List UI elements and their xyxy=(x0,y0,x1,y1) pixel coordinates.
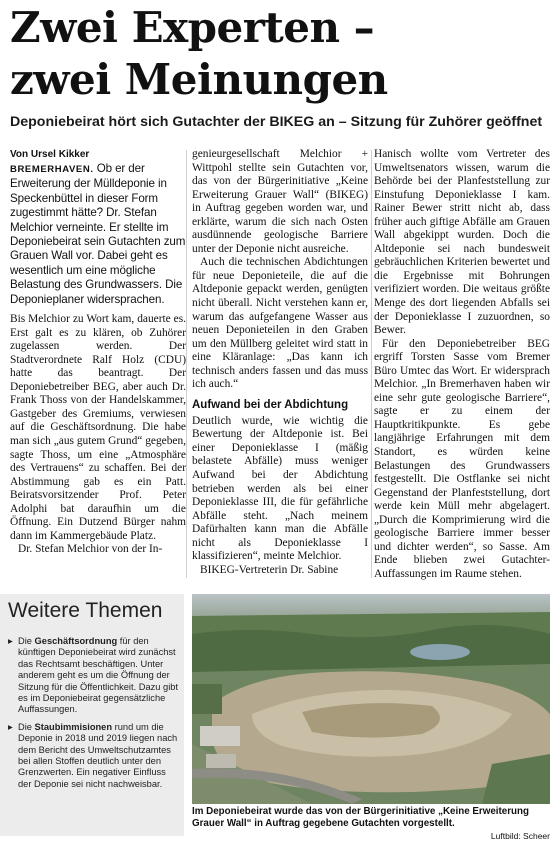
list-item-intro: Die xyxy=(18,636,35,646)
list-item-keyword: Geschäftsordnung xyxy=(34,636,118,646)
article-column-3 xyxy=(374,148,550,582)
list-item xyxy=(8,636,180,716)
bullet-icon: ▸ xyxy=(8,721,13,732)
lead-text: Ob er der Erweiterung der Mülldeponie in Speckenbüttel in dieser Form zugestimmt hätte? Dr. Stefan Melchior verneinte. Er stellte im Deponiebeirat sein Gutachten zum Grauen Wall vor. Dabei geht es wesentlich um eine mögliche Belastung des Grundwassers. Die Deponieplaner widersprachen. xyxy=(10,162,186,306)
list-item-text: rund um die Deponie in 2018 und 2019 liegen nach dem Bericht des Umweltschutzamtes bei allen Stoffen deutlich unter den Grenzwerten. Ein negativer Einfluss der Deponie sei nicht nachweisbar. xyxy=(18,721,178,789)
article-column-1 xyxy=(10,148,186,557)
body-paragraph: Deutlich wurde, wie wichtig die Bewertung der Altdeponie ist. Bei einer Deponieklasse I (mäßig belastete Abfälle) muss weniger Aufwand bei der Abdichtung betrieben werden als bei einer Deponieklasse III, die für gefährliche Abfälle steht. „Nach meinem Dafürhalten kann man die Abfälle nicht als Deponieklasse I klassifizieren“, meinte Melchior. xyxy=(192,414,368,563)
landfill-aerial-photo-illustration xyxy=(192,594,550,804)
column-divider xyxy=(186,150,187,578)
subheadline: Deponiebeirat hört sich Gutachter der BIKEG an – Sitzung für Zuhörer geöffnet xyxy=(10,114,543,130)
section-subheading: Aufwand bei der Abdichtung xyxy=(192,398,349,411)
lead-paragraph xyxy=(10,162,186,307)
body-paragraph: Dr. Stefan Melchior von der In- xyxy=(18,543,163,556)
photo-credit: Luftbild: Scheer xyxy=(490,831,550,842)
column-divider xyxy=(371,150,372,578)
headline-line-2: zwei Meinungen xyxy=(10,55,388,104)
author-byline: Von Ursel Kikker xyxy=(10,149,90,160)
headline-line-1: Zwei Experten – xyxy=(10,3,375,52)
headline xyxy=(10,2,550,106)
photo-caption xyxy=(192,806,550,842)
list-item-text: für den künftigen Deponiebeirat wird zunächst das Rechtsamt beschäftigen. Unter anderem geht es um die Öffnung der Sitzung für die Öffentlichkeit. Dazu gibt es im Deponiebeirat gegensätzliche Auffassungen. xyxy=(18,636,179,715)
body-paragraph: genieurgesellschaft Melchior + Wittpohl stellte sein Gutachten vor, das von der Bürgerinitiative „Keine Erweiterung Grauer Wall“ (BIKEG) in Auftrag gegeben worden war, und erklärte, warum die sich nach Osten ausdünnende geologische Barriere unter der Deponie nicht ausreiche. xyxy=(192,148,368,255)
list-item-keyword: Staubimmisionen xyxy=(34,721,113,732)
further-topics-title: Weitere Themen xyxy=(8,599,163,622)
article-column-2 xyxy=(192,148,368,577)
aerial-photo xyxy=(192,594,550,804)
body-paragraph: BIKEG-Vertreterin Dr. Sabine xyxy=(200,563,339,576)
bullet-icon: ▸ xyxy=(8,636,13,646)
caption-text: Im Deponiebeirat wurde das von der Bürgerinitiative „Keine Erweiterung Grauer Wall“ in Auftrag gegebene Gutachten vorgestellt. xyxy=(192,806,529,830)
further-topics-list xyxy=(8,636,180,796)
list-item xyxy=(8,722,180,790)
dateline: BREMERHAVEN. xyxy=(10,164,94,175)
body-paragraph: Auch die technischen Abdichtungen für neue Deponieteile, die auf die Altdeponie gepackt werden, genügten nicht überall. Nicht verstehen kann er, warum das aufgefangene Wasser aus neuen Deponieteilen in den Graben um den Müllberg geleitet wird statt in eine Kläranlage: „Das kann ich technisch anders fassen und das muss ich auch.“ xyxy=(192,256,368,391)
body-paragraph: Hanisch wollte vom Vertreter des Umweltsenators wissen, warum die Behörde bei der Planfeststellung zur Einstufung Deponieklasse I kam. Rainer Bewer stritt nicht ab, dass früher auch giftige Abfälle am Grauen Wall abgekippt wurden. Doch die Altdeponie sei nach bundesweit gebräuchlichen Kriterien bewertet und die Ergebnisse mit Bohrungen verifiziert worden. Die weitaus größte Menge des dort liegenden Abfalls sei der Deponieklasse I zuzuordnen, so Bewer. xyxy=(374,148,550,337)
further-topics-box xyxy=(0,594,184,836)
list-item-intro: Die xyxy=(18,721,35,732)
body-paragraph: Bis Melchior zu Wort kam, dauerte es. Erst galt es zu klären, ob Zuhörer zugelassen werden. Der Stadtverordnete Ralf Holz (CDU) hatte das beantragt. Der Deponiebetreiber BEG, aber auch Dr. Frank Thoss von der Handelskammer, Gastgeber des Gremiums, verwiesen auf die Geschäftsordnung. Die habe man sich „aus gutem Grund“ gegeben, sagte Thoss, um eine „Atmosphäre des Vertrauens“ zu schaffen. Bei der Abstimmung gab es ein Patt. Beiratsvorsitzender Prof. Peter Adolphi bat daraufhin um die Öffnung. Ein Dutzend Bürger nahm dann im Kammergebäude Platz. xyxy=(10,313,186,542)
body-paragraph: Für den Deponiebetreiber BEG ergriff Torsten Sasse vom Bremer Büro Umtec das Wort. Er widersprach Melchior. „In Bremerhaven haben wir eine sehr gute geologische Barriere“, sagte er zu einem der Hauptkritikpunkte. Es gebe langjährige Erfahrungen mit dem Standort, es würden keine Belastungen des Grundwassers festgestellt. Die Ostflanke sei nicht Gegenstand der Planfeststellung, dort werde kein Müll mehr abgelagert. „Durch die Komprimierung wird die geologische Barriere immer besser und dichter werden“, so Sasse. Am Ende blieben zwei Gutachter-Auffassungen im Raume stehen. xyxy=(374,337,550,580)
